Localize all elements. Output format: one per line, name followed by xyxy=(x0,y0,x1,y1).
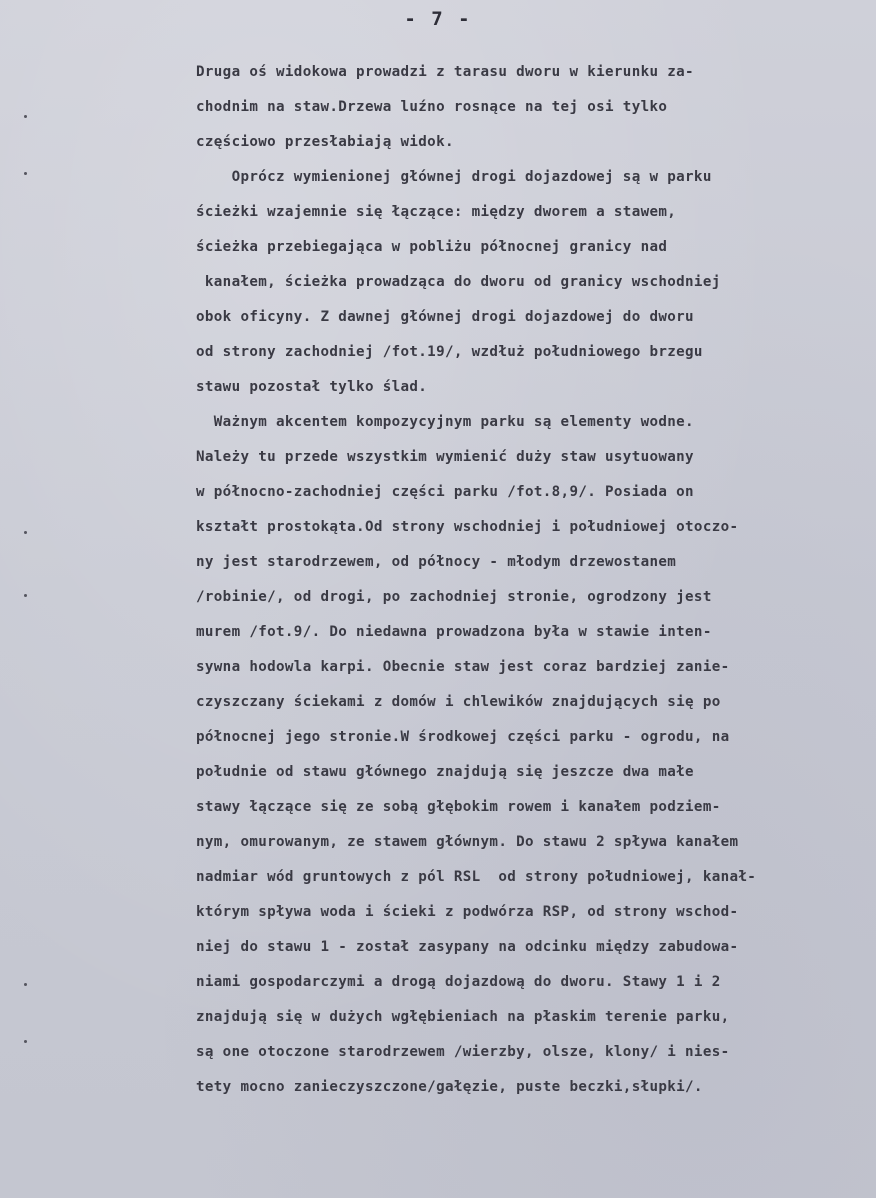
text-line: znajdują się w dużych wgłębieniach na płaskim terenie parku, xyxy=(196,1009,730,1025)
margin-mark xyxy=(24,594,27,597)
margin-mark xyxy=(24,172,27,175)
text-line: /robinie/, od drogi, po zachodniej stronie, ogrodzony jest xyxy=(196,589,712,605)
text-line: od strony zachodniej /fot.19/, wzdłuż południowego brzegu xyxy=(196,344,703,360)
text-line: kanałem, ścieżka prowadząca do dworu od granicy wschodniej xyxy=(196,274,721,290)
text-line: nym, omurowanym, ze stawem głównym. Do stawu 2 spływa kanałem xyxy=(196,834,739,850)
text-line: południe od stawu głównego znajdują się jeszcze dwa małe xyxy=(196,764,694,780)
text-line: ny jest starodrzewem, od północy - młodym drzewostanem xyxy=(196,554,677,570)
text-line: niami gospodarczymi a drogą dojazdową do dworu. Stawy 1 i 2 xyxy=(196,974,721,990)
text-line: stawu pozostał tylko ślad. xyxy=(196,379,428,395)
text-line: Ważnym akcentem kompozycyjnym parku są elementy wodne. xyxy=(196,414,694,430)
text-line: sywna hodowla karpi. Obecnie staw jest coraz bardziej zanie- xyxy=(196,659,730,675)
page-number: - 7 - xyxy=(404,8,472,30)
text-line: tety mocno zanieczyszczone/gałęzie, puste beczki,słupki/. xyxy=(196,1079,703,1095)
text-line: w północno-zachodniej części parku /fot.8,9/. Posiada on xyxy=(196,484,694,500)
text-line: stawy łączące się ze sobą głębokim rowem i kanałem podziem- xyxy=(196,799,721,815)
text-line: ścieżka przebiegająca w pobliżu północnej granicy nad xyxy=(196,239,668,255)
text-line: częściowo przesłabiają widok. xyxy=(196,134,454,150)
text-line: obok oficyny. Z dawnej głównej drogi dojazdowej do dworu xyxy=(196,309,694,325)
text-line: Druga oś widokowa prowadzi z tarasu dworu w kierunku za- xyxy=(196,64,694,80)
text-line: którym spływa woda i ścieki z podwórza RSP, od strony wschod- xyxy=(196,904,739,920)
text-line: są one otoczone starodrzewem /wierzby, olsze, klony/ i nies- xyxy=(196,1044,730,1060)
text-line: kształt prostokąta.Od strony wschodniej i południowej otoczo- xyxy=(196,519,739,535)
text-line: czyszczany ściekami z domów i chlewików znajdujących się po xyxy=(196,694,721,710)
text-line: ścieżki wzajemnie się łączące: między dworem a stawem, xyxy=(196,204,677,220)
text-line: murem /fot.9/. Do niedawna prowadzona była w stawie inten- xyxy=(196,624,712,640)
margin-mark xyxy=(24,115,27,118)
text-line: Oprócz wymienionej głównej drogi dojazdowej są w parku xyxy=(196,169,712,185)
margin-mark xyxy=(24,531,27,534)
text-line: chodnim na staw.Drzewa luźno rosnące na tej osi tylko xyxy=(196,99,668,115)
margin-mark xyxy=(24,1040,27,1043)
text-line: północnej jego stronie.W środkowej części parku - ogrodu, na xyxy=(196,729,730,745)
text-line: Należy tu przede wszystkim wymienić duży staw usytuowany xyxy=(196,449,694,465)
text-line: niej do stawu 1 - został zasypany na odcinku między zabudowa- xyxy=(196,939,739,955)
margin-mark xyxy=(24,983,27,986)
text-line: nadmiar wód gruntowych z pól RSL od strony południowej, kanał- xyxy=(196,869,757,885)
